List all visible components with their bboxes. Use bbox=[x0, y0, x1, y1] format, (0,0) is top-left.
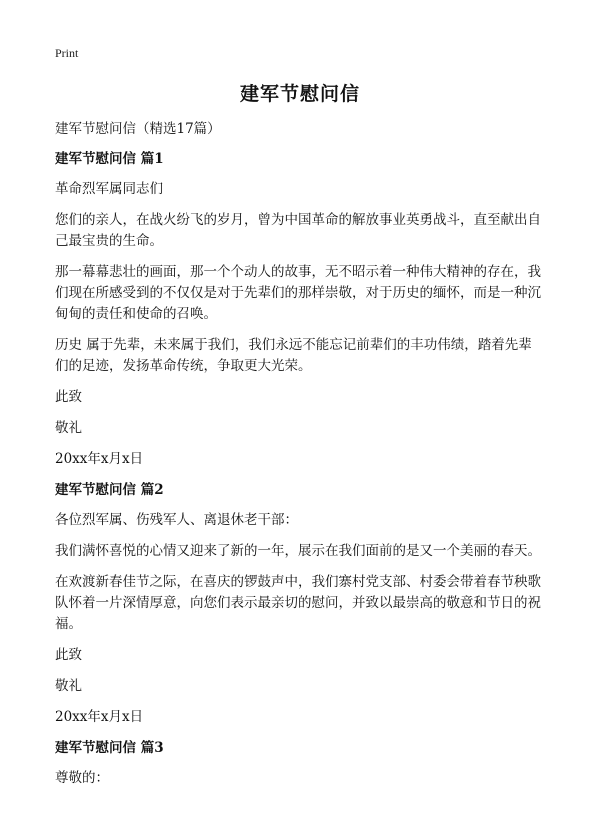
salutation: 各位烈军属、伤残军人、离退休老干部： bbox=[55, 512, 298, 528]
closing-line: 此致 bbox=[55, 389, 82, 405]
closing-line: 敬礼 bbox=[55, 420, 82, 436]
section-heading: 建军节慰问信 篇3 bbox=[55, 740, 164, 756]
letter-section-2 bbox=[55, 480, 545, 728]
document-subtitle: 建军节慰问信（精选17篇） bbox=[55, 121, 221, 137]
print-link[interactable]: Print bbox=[55, 46, 79, 60]
document-body bbox=[55, 119, 545, 799]
letter-section-1 bbox=[55, 149, 545, 470]
closing-line: 敬礼 bbox=[55, 678, 82, 694]
paragraph: 在欢渡新春佳节之际，在喜庆的锣鼓声中，我们寨村党支部、村委会带着春节秧歌队怀着一片深情厚意，向您们表示最亲切的慰问，并致以最崇高的敬意和节日的祝福。 bbox=[55, 574, 541, 632]
section-heading: 建军节慰问信 篇2 bbox=[55, 482, 164, 498]
section-heading: 建军节慰问信 篇1 bbox=[55, 151, 164, 167]
letter-date: 20xx年x月x日 bbox=[55, 451, 144, 467]
closing-line: 此致 bbox=[55, 647, 82, 663]
paragraph: 历史 属于先辈，未来属于我们，我们永远不能忘记前辈们的丰功伟绩，踏着先辈们的足迹，发扬革命传统，争取更大光荣。 bbox=[55, 337, 532, 374]
paragraph: 您们的亲人，在战火纷飞的岁月，曾为中国革命的解放事业英勇战斗，直至献出自己最宝贵的生命。 bbox=[55, 212, 541, 249]
salutation: 革命烈军属同志们 bbox=[55, 181, 163, 197]
document-title: 建军节慰问信 bbox=[239, 83, 360, 105]
letter-date: 20xx年x月x日 bbox=[55, 709, 144, 725]
salutation: 尊敬的： bbox=[55, 770, 109, 786]
letter-section-3 bbox=[55, 738, 545, 789]
paragraph: 那一幕幕悲壮的画面，那一个个动人的故事，无不昭示着一种伟大精神的存在，我们现在所感受到的不仅仅是对于先辈们的那样崇敬，对于历史的缅怀，而是一种沉甸甸的责任和使命的召唤。 bbox=[55, 264, 541, 322]
paragraph: 我们满怀喜悦的心情又迎来了新的一年，展示在我们面前的是又一个美丽的春天。 bbox=[55, 543, 541, 559]
